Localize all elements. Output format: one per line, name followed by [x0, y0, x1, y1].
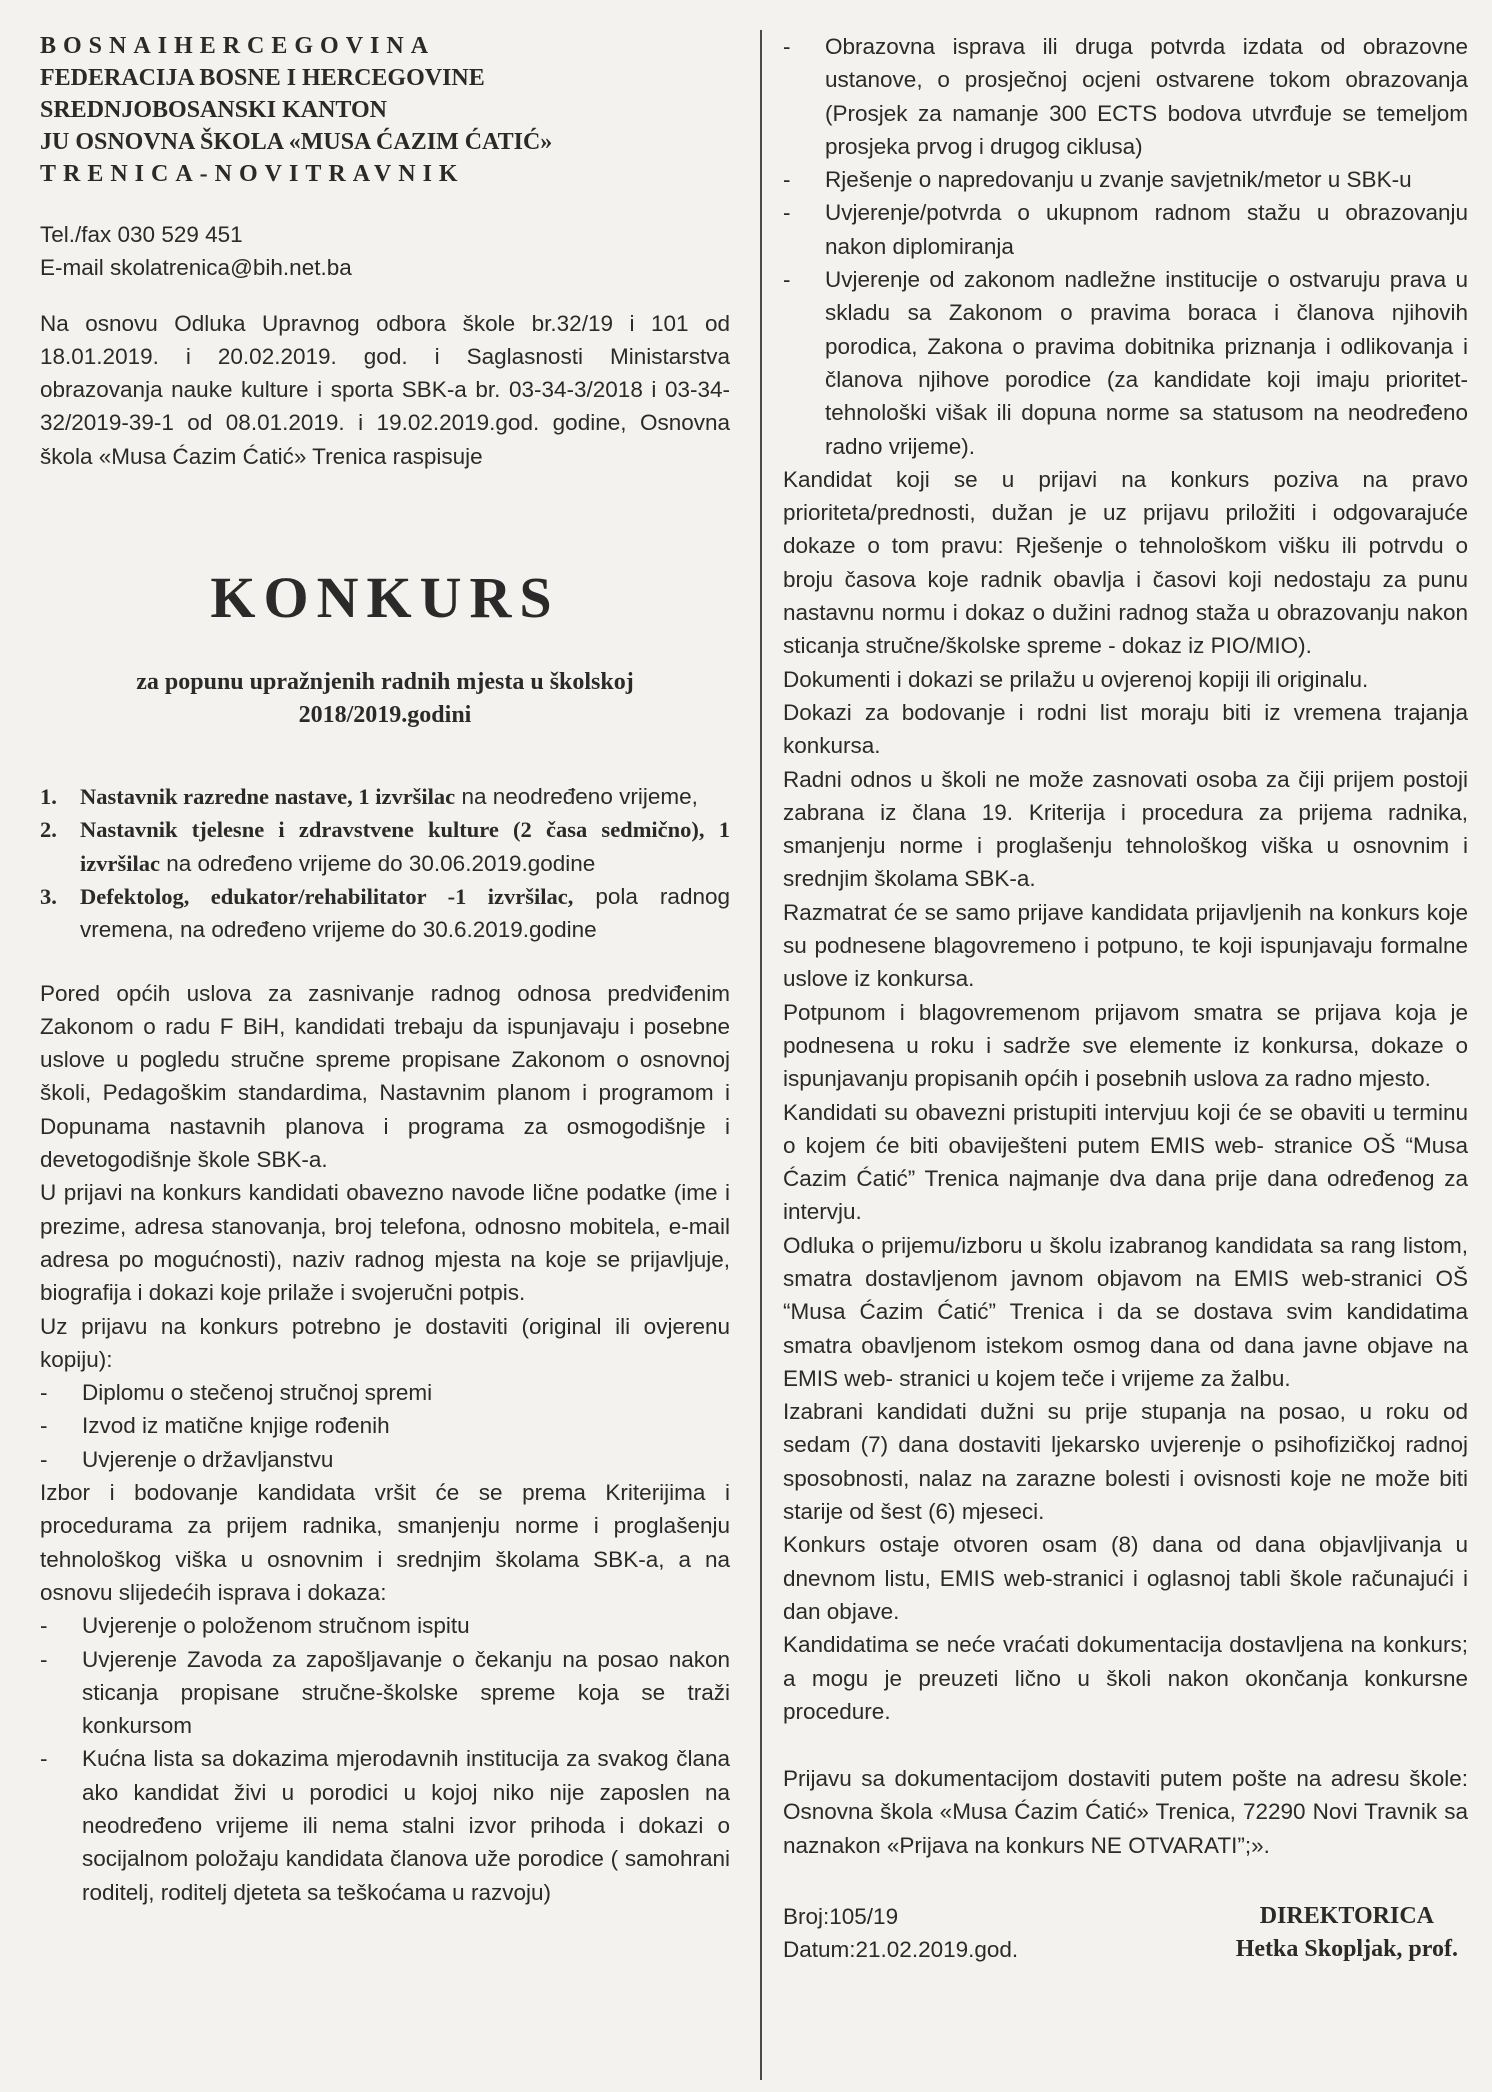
- header-canton: SREDNJOBOSANSKI KANTON: [40, 97, 387, 123]
- signature-block: [783, 1900, 1468, 1967]
- list-item: - Kućna lista sa dokazima mjerodavnih institucija za svakog člana ako kandidat živi u porodici u kojoj niko nije zaposlen na neodređeno vrijeme ili nema stalni izvor prihoda i dokazi o socijalnom položaju kandidata članova uže porodice ( samohrani roditelj, roditelj djeteta sa teškoćama u razvoju): [40, 1746, 730, 1905]
- position-title: Nastavnik tjelesne i zdravstvene kulture (2 časa sedmično), 1 izvršilac: [80, 817, 730, 876]
- intro-paragraph: Na osnovu Odluka Upravnog odbora škole br.32/19 i 101 od 18.01.2019. i 20.02.2019. god. i Saglasnosti Ministarstva obrazovanja nauke kulture i sporta SBK-a br. 03-34-3/2018 i 03-34-32/2019-39-1 od 08.01.2019. i 19.02.2019.god. godine, Osnovna škola «Musa Ćazim Ćatić» Trenica raspisuje: [40, 310, 730, 469]
- position-terms: na određeno vrijeme do 30.06.2019.godine: [159, 850, 596, 876]
- reference-number: Broj:105/19: [783, 1904, 899, 1930]
- right-column: [783, 30, 1468, 1967]
- general-conditions-paragraph: Pored općih uslova za zasnivanje radnog odnosa predviđenim Zakonom o radu F BiH, kandidati trebaju da ispunjavaju i posebne uslove u pogledu stručne spreme propisane Zakonom o osnovnoj školi, Pedagoškim standardima, Nastavnim planom i programom i Dopunama nastavnih planova i programa za osmogodišnje i devetogodišnje škole SBK-a.: [40, 980, 730, 1173]
- header-federation: FEDERACIJA BOSNE I HERCEGOVINE: [40, 65, 485, 91]
- application-content-paragraph: U prijavi na konkurs kandidati obavezno navode lične podatke (ime i prezime, adresa stanovanja, broj telefona, odnosno mobitela, e-mail adresa po mogućnosti), naziv radnog mjesta na koje se prijavljuje, biografija i dokazi koje prilaže i svojeručni potpis.: [40, 1180, 730, 1306]
- list-item: - Izvod iz matične knjige rođenih: [40, 1413, 390, 1439]
- signatory-name: Hetka Skopljak, prof.: [1235, 1936, 1458, 1963]
- priority-paragraph: Kandidat koji se u prijavi na konkurs poziva na pravo prioriteta/prednosti, dužan je uz prijavu priložiti i odgovarajuće dokaze o tom pravu: Rješenje o tehnološkom višku ili potrvdu o broju časova koje radnik obavlja i časovi koji nedostaju za punu nastavnu normu i dokaz o dužini radnog staža u obrazovanju nakon sticanja stručne/školske spreme - dokaz iz PIO/MIO).: [783, 466, 1468, 659]
- contact-email: E-mail skolatrenica@bih.net.ba: [40, 255, 352, 281]
- position-number: 3.: [40, 883, 57, 909]
- list-item: - Rješenje o napredovanju u zvanje savjetnik/metor u SBK-u: [783, 167, 1412, 193]
- position-terms: na neodređeno vrijeme,: [455, 784, 698, 810]
- selection-criteria-paragraph: Izbor i bodovanje kandidata vršit će se prema Kriterijima i procedurama za prijem radnika, smanjenju norme i proglašenju tehnološkog viška u osnovnim i srednjim školama SBK-a, a na osnovu slijedećih isprava i dokaza:: [40, 1480, 730, 1605]
- signatory-title: DIREKTORICA: [1259, 1903, 1434, 1930]
- position-item: [40, 780, 730, 813]
- header-school: JU OSNOVNA ŠKOLA «MUSA ĆAZIM ĆATIĆ»: [40, 129, 553, 155]
- position-title: Nastavnik razredne nastave, 1 izvršilac: [80, 784, 456, 810]
- required-docs-paragraph: Uz prijavu na konkurs potrebno je dostaviti (original ili ovjerenu kopiju):: [40, 1313, 730, 1372]
- contact-phone: Tel./fax 030 529 451: [40, 222, 243, 247]
- position-item: [40, 813, 730, 880]
- documents-paragraph: Dokumenti i dokazi se prilažu u ovjerenoj kopiji ili originalu.: [783, 666, 1369, 692]
- list-item: - Uvjerenje o položenom stručnom ispitu: [40, 1613, 470, 1639]
- column-divider: [760, 30, 762, 2080]
- position-number: 2.: [40, 817, 57, 843]
- complete-application-paragraph: Potpunom i blagovremenom prijavom smatra se prijava koja je podnesena u roku i sadrže sve elemente iz konkursa, dokaze o ispunjavanju propisanih općih i posebnih uslova za radno mjesto.: [783, 999, 1468, 1092]
- signatory: [1236, 1900, 1468, 1967]
- announcement-subtitle: za popunu upražnjenih radnih mjesta u školskoj 2018/2019.godini: [136, 669, 634, 729]
- header-location: TRENICA-NOVITRAVNIK: [40, 161, 465, 187]
- list-item: - Uvjerenje o državljanstvu: [40, 1446, 334, 1472]
- list-item: - Diplomu o stečenoj stručnoj spremi: [40, 1380, 433, 1406]
- list-item: - Uvjerenje/potvrda o ukupnom radnom stažu u obrazovanju nakon diplomiranja: [783, 200, 1468, 259]
- consideration-paragraph: Razmatrat će se samo prijave kandidata prijavljenih na konkurs koje su podnesene blagovremeno i potpuno, te koji ispunjavaju formalne uslove iz konkursa.: [783, 899, 1468, 992]
- position-terms: pola radnog vremena, na određeno vrijeme do 30.6.2019.godine: [80, 883, 730, 943]
- return-docs-paragraph: Kandidatima se neće vraćati dokumentacija dostavljena na konkurs; a mogu je preuzeti lično u školi nakon okončanja konkursne procedure.: [783, 1632, 1468, 1724]
- announcement-title: KONKURS: [210, 565, 560, 631]
- list-item: - Obrazovna isprava ili druga potvrda izdata od obrazovne ustanove, o prosječnoj ocjeni ostvarene tokom obrazovanja (Prosjek za namanje 300 ECTS bodova utvrđuje se temeljom prosjeka prvog i drugog ciklusa): [783, 34, 1468, 159]
- left-column: [40, 30, 730, 1909]
- position-item: [40, 880, 730, 947]
- interview-paragraph: Kandidati su obavezni pristupiti intervjuu koji će se obaviti u terminu o kojem će biti obaviješteni putem EMIS web- stranice OŠ “Musa Ćazim Ćatić” Trenica najmanje dva dana prije dana određenog za intervju.: [783, 1099, 1468, 1225]
- conditions-block: [40, 977, 730, 1909]
- list-item: - Uvjerenje od zakonom nadležne institucije o ostvaruju prava u skladu sa Zakonom o pravima boraca i članova njihovih porodica, Zakona o pravima dobitnika priznanja i odlikovanja i članova njihove porodice (za kandidate koji imaju prioritet- tehnološki višak ili dopuna norme sa statusom na neodređeno radno vrijeme).: [783, 267, 1468, 459]
- submission-address-paragraph: Prijavu sa dokumentacijom dostaviti putem pošte na adresu škole: Osnovna škola «Musa Ćazim Ćatić» Trenica, 72290 Novi Travnik sa naznakon «Prijava na konkurs NE OTVARATI”;».: [783, 1766, 1468, 1858]
- medical-paragraph: Izabrani kandidati dužni su prije stupanja na posao, u roku od sedam (7) dana dostaviti ljekarsko uvjerenje o psihofizičkoj radnoj sposobnosti, nalaz na zarazne bolesti i ovisnosti koje ne može biti starije od šest (6) mjeseci.: [783, 1399, 1468, 1525]
- position-number: 1.: [40, 784, 57, 810]
- prohibition-paragraph: Radni odnos u školi ne može zasnovati osoba za čiji prijem postoji zabrana iz člana 19. Kriterija i procedura za prijema radnika, smanjenju norme i proglašenju tehnološkog viška u osnovnim i srednjim školama SBK-a.: [783, 766, 1468, 892]
- duration-paragraph: Konkurs ostaje otvoren osam (8) dana od dana objavljivanja u dnevnom listu, EMIS web-stranici i oglasnoj tabli škole računajući i dan objave.: [783, 1532, 1468, 1624]
- evidence-paragraph: Dokazi za bodovanje i rodni list moraju biti iz vremena trajanja konkursa.: [783, 699, 1468, 759]
- list-item: - Uvjerenje Zavoda za zapošljavanje o čekanju na posao nakon sticanja propisane stručne-školske spreme koja se traži konkursom: [40, 1646, 730, 1739]
- reference-block: [783, 1900, 1018, 1967]
- contact-block: [40, 218, 730, 285]
- positions-list: [40, 780, 730, 946]
- position-title: Defektolog, edukator/rehabilitator -1 izvršilac,: [80, 883, 574, 909]
- decision-paragraph: Odluka o prijemu/izboru u školu izabranog kandidata sa rang listom, smatra dostavljenom javnom objavom na EMIS web-stranici OŠ “Musa Ćazim Ćatić” Trenica i da se dostava svim kandidatima smatra obavljenom istekom osmog dana od dana javne objave na EMIS web- stranici u kojem teče i vrijeme za žalbu.: [783, 1232, 1468, 1391]
- header-country: BOSNAIHERCEGOVINA: [40, 33, 436, 59]
- reference-date: Datum:21.02.2019.god.: [783, 1937, 1019, 1963]
